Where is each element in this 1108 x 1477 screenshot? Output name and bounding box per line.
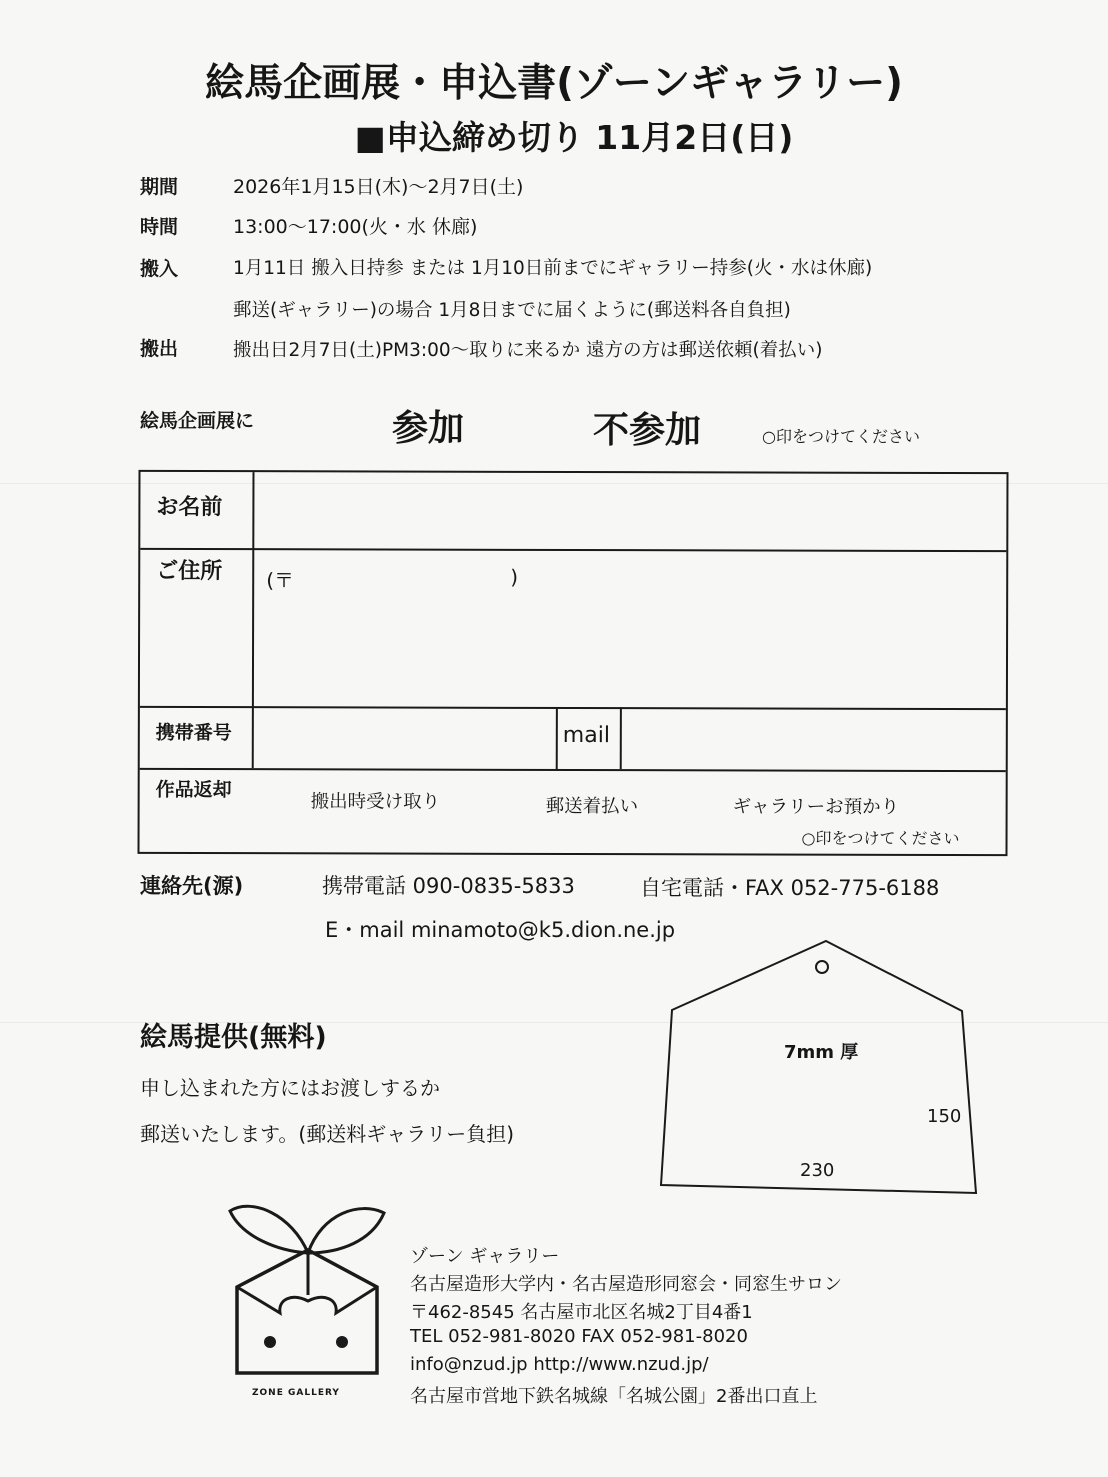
address-field[interactable]	[256, 552, 1002, 704]
gallery-tel-fax: TEL 052-981-8020 FAX 052-981-8020	[410, 1326, 748, 1347]
participation-label: 絵馬企画展に	[140, 410, 255, 432]
gallery-address: 〒462-8545 名古屋市北区名城2丁目4番1	[410, 1302, 753, 1323]
period-text: 2026年1月15日(木)〜2月7日(土)	[233, 176, 524, 198]
contact-email: E・mail minamoto@k5.dion.ne.jp	[325, 918, 676, 942]
mail-label: mail	[562, 722, 610, 749]
ema-width-dimension: 230	[800, 1160, 835, 1181]
contact-home-fax: 自宅電話・FAX 052-775-6188	[640, 876, 940, 900]
circle-note: ○印をつけてください	[762, 427, 920, 446]
return-option-mail[interactable]: 郵送着払い	[545, 795, 639, 818]
entry-form-table	[137, 470, 1008, 856]
deadline-heading: ■申込締め切り 11月2日(日)	[354, 118, 794, 157]
ema-height-dimension: 150	[927, 1106, 962, 1127]
label-column-divider	[252, 472, 255, 768]
mail-divider-right	[620, 707, 622, 769]
ema-hole	[816, 961, 828, 973]
contact-mobile: 携帯電話 090-0835-5833	[322, 874, 575, 898]
return-circle-note: ○印をつけてください	[801, 828, 960, 849]
row-divider	[140, 768, 1006, 772]
gallery-name: ゾーン ギャラリー	[410, 1246, 560, 1267]
gallery-organization: 名古屋造形大学内・名古屋造形同窓会・同窓生サロン	[410, 1274, 842, 1295]
gallery-access: 名古屋市営地下鉄名城線「名城公園」2番出口直上	[410, 1386, 818, 1407]
contact-label: 連絡先(源)	[140, 874, 244, 898]
form-title: 絵馬企画展・申込書(ゾーンギャラリー)	[205, 61, 903, 106]
option-not-participate[interactable]: 不参加	[593, 410, 702, 451]
logo-caption: ZONE GALLERY	[252, 1388, 340, 1398]
name-field[interactable]	[256, 476, 1002, 546]
hours-label: 時間	[140, 216, 179, 238]
delivery-label: 搬入	[140, 258, 179, 280]
return-label: 作品返却	[155, 778, 232, 802]
pickup-text: 搬出日2月7日(土)PM3:00〜取りに来るか 遠方の方は郵送依頼(着払い)	[233, 340, 823, 361]
ema-thickness: 7mm 厚	[784, 1042, 859, 1063]
logo-leaf-left	[230, 1206, 308, 1253]
return-option-pickup[interactable]: 搬出時受け取り	[310, 791, 441, 813]
return-option-keep[interactable]: ギャラリーお預かり	[732, 796, 900, 818]
zone-gallery-logo	[222, 1195, 392, 1405]
postal-prefix: (〒	[266, 568, 295, 593]
logo-eye-right	[336, 1336, 348, 1348]
address-label: ご住所	[156, 558, 223, 585]
name-label: お名前	[156, 494, 223, 521]
phone-label: 携帯番号	[155, 721, 232, 745]
gallery-web: info@nzud.jp http://www.nzud.jp/	[410, 1354, 709, 1375]
delivery-mail-text: 郵送(ギャラリー)の場合 1月8日までに届くように(郵送料各自負担)	[233, 300, 791, 321]
ema-text-1: 申し込まれた方にはお渡しするか	[140, 1076, 440, 1100]
option-participate[interactable]: 参加	[392, 408, 465, 449]
pickup-label: 搬出	[140, 338, 179, 360]
logo-eye-left	[264, 1336, 276, 1348]
period-label: 期間	[140, 176, 179, 198]
mail-field[interactable]	[624, 711, 1002, 766]
hours-text: 13:00〜17:00(火・水 休廊)	[233, 216, 478, 238]
phone-field[interactable]	[256, 710, 552, 765]
mail-divider-left	[556, 707, 558, 769]
ema-outline	[661, 941, 976, 1193]
ema-heading: 絵馬提供(無料)	[140, 1022, 327, 1053]
postal-suffix: )	[510, 564, 519, 589]
logo-leaf-right	[308, 1209, 384, 1253]
ema-text-2: 郵送いたします。(郵送料ギャラリー負担)	[140, 1122, 515, 1146]
delivery-text: 1月11日 搬入日持参 または 1月10日前までにギャラリー持参(火・水は休廊)	[233, 258, 873, 279]
